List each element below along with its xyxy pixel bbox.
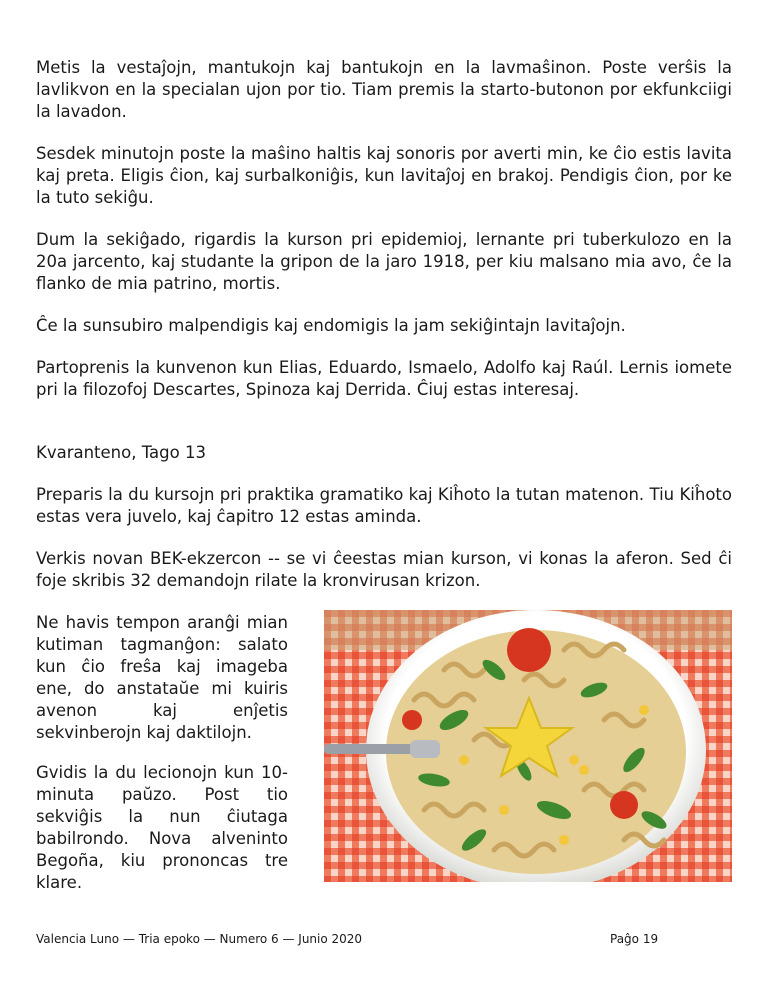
paragraph-epidemic-course: Dum la sekiĝado, rigardis la kurson pri epidemioj, lernante pri tuberkulozo en la 20a jarcento, kaj studante la gripon de la jaro 1918, per kiu malsano mia avo, ĉe la flanko de mia patrino, mortis. <box>36 230 732 293</box>
paragraph-drying: Sesdek minutojn poste la maŝino haltis kaj sonoris por averti min, ke ĉio estis lavita kaj preta. Eligis ĉion, kaj surbalkoniĝis, kun lavitaĵoj en brakoj. Pendigis ĉion, por ke la tuto sekiĝu. <box>36 144 732 207</box>
pasta-salad-photo <box>324 610 732 882</box>
paragraph-sunset: Ĉe la sunsubiro malpendigis kaj endomigis la jam sekiĝintajn lavitaĵojn. <box>36 316 626 335</box>
paragraph-exercise: Verkis novan BEK-ekzercon -- se vi ĉeestas mian kurson, vi konas la aferon. Sed ĉi foje skribis 32 demandojn rilate la kronvirusan krizon. <box>36 549 732 590</box>
footer-publication: Valencia Luno — Tria epoko — Numero 6 — Junio 2020 <box>36 932 363 946</box>
paragraph-courses: Preparis la du kursojn pri praktika gramatiko kaj Kiĥoto la tutan matenon. Tiu Kiĥoto estas vera juvelo, kaj ĉapitro 12 estas aminda. <box>36 485 732 526</box>
paragraph-meeting: Partoprenis la kunvenon kun Elias, Eduardo, Ismaelo, Adolfo kaj Raúl. Lernis iomete pri la filozofoj Descartes, Spinoza kaj Derrida. Ĉiuj estas interesaj. <box>36 358 732 399</box>
pasta-salad-illustration <box>324 610 732 882</box>
paragraph-lunch: Ne havis tempon aranĝi mian kutiman tagmanĝon: salato kun ĉio freŝa kaj imageba ene, do anstataŭe mi kuiris avenon kaj enĵetis sekvinberojn kaj daktilojn. <box>36 613 288 742</box>
page-number: Paĝo 19 <box>610 932 659 946</box>
section-heading-day-13: Kvaranteno, Tago 13 <box>36 443 206 462</box>
paragraph-laundry: Metis la vestaĵojn, mantukojn kaj bantukojn en la lavmaŝinon. Poste verŝis la lavlikvon en la specialan ujon por tio. Tiam premis la starto-butonon por ekfunkciigi la lavadon. <box>36 58 732 121</box>
paragraph-lessons: Gvidis la du lecionojn kun 10-minuta paŭzo. Post tio sekviĝis la nun ĉiutaga babilrondo. Nova alveninto Begoña, kiu prononcas tre klare. <box>36 763 288 892</box>
